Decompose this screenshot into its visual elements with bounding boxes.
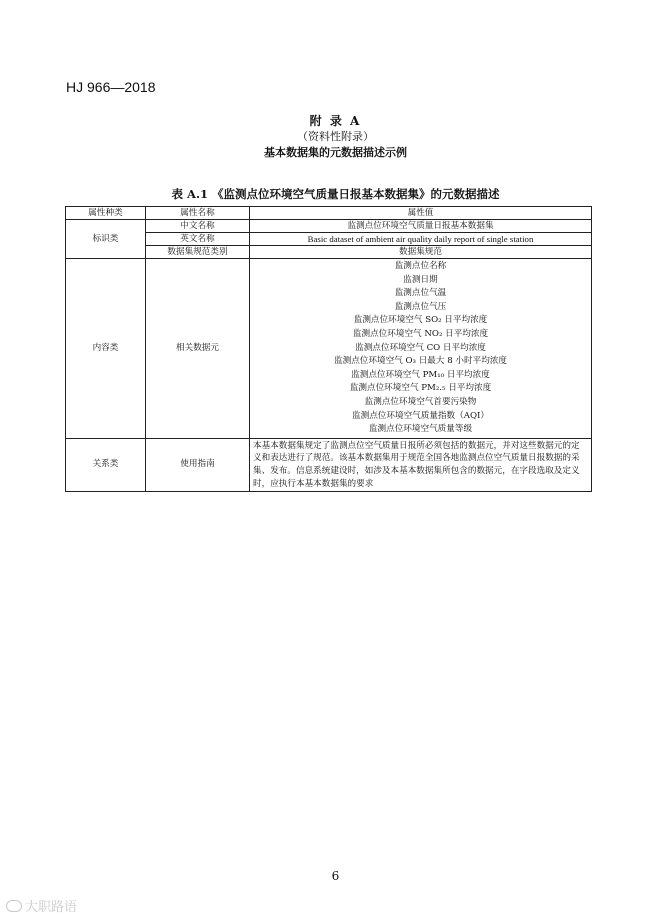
watermark-logo-icon (6, 900, 22, 912)
page-number: 6 (331, 869, 340, 883)
data-element-item: 监测日期 (403, 274, 438, 285)
data-element-item: 监测点位环境空气首要污染物 (364, 396, 477, 407)
attribute-value: 本基本数据集规定了监测点位空气质量日报所必须包括的数据元，并对这些数据元的定义和表达进行了规范。该基本数据集用于规范全国各地监测点位空气质量日报数据的采集、发布。信息系统建设时，如涉及本基本数据集所包含的数据元，在字段选取及定义时，应执行本基本数据集的要求 (250, 438, 592, 491)
data-element-item: 监测点位环境空气 NO₂ 日平均浓度 (352, 328, 489, 339)
data-element-item: 监测点位环境空气 PM₁₀ 日平均浓度 (351, 369, 490, 380)
data-element-item: 监测点位环境空气质量等级 (368, 424, 473, 435)
attribute-name: 相关数据元 (146, 259, 250, 439)
watermark-text: 大职路语 (25, 900, 78, 915)
watermark (6, 896, 77, 915)
annex-subheading: （资料性附录） (297, 130, 374, 143)
header-name: 属性名称 (146, 207, 250, 220)
data-element-item: 监测点位环境空气 CO 日平均浓度 (355, 342, 486, 353)
data-element-item: 监测点位环境空气 O₃ 日最大 8 小时平均浓度 (334, 356, 507, 367)
category-identification: 标识类 (66, 220, 146, 259)
header-category: 属性种类 (66, 207, 146, 220)
data-element-item: 监测点位环境空气 PM₂.₅ 日平均浓度 (349, 383, 492, 394)
attribute-value: 数据集规范 (250, 246, 592, 259)
category-content: 内容类 (66, 259, 146, 439)
data-element-item: 监测点位名称 (394, 261, 447, 271)
data-element-item: 监测点位环境空气 SO₂ 日平均浓度 (353, 315, 488, 326)
table-caption: 表 A.1 《监测点位环境空气质量日报基本数据集》的元数据描述 (171, 187, 500, 201)
annex-title: 基本数据集的元数据描述示例 (264, 146, 407, 159)
table-row (66, 220, 592, 233)
table-header-row (66, 207, 592, 220)
attribute-value: 监测点位环境空气质量日报基本数据集 (250, 220, 592, 233)
table-row (66, 259, 592, 439)
attribute-name: 数据集规范类别 (146, 246, 250, 259)
table-row (66, 438, 592, 491)
data-element-item: 监测点位气温 (394, 288, 447, 299)
attribute-value-list (250, 259, 592, 439)
header-value: 属性值 (250, 207, 592, 220)
attribute-name: 中文名称 (146, 220, 250, 233)
standard-code: HJ 966—2018 (66, 79, 156, 95)
metadata-table (65, 206, 592, 492)
attribute-value: Basic dataset of ambient air quality daily report of single station (250, 233, 592, 246)
attribute-name: 使用指南 (146, 438, 250, 491)
annex-heading: 附 录 A (309, 114, 362, 128)
category-relation: 关系类 (66, 438, 146, 491)
data-element-item: 监测点位环境空气质量指数（AQI） (352, 410, 489, 421)
attribute-name: 英文名称 (146, 233, 250, 246)
data-element-item: 监测点位气压 (394, 301, 447, 312)
